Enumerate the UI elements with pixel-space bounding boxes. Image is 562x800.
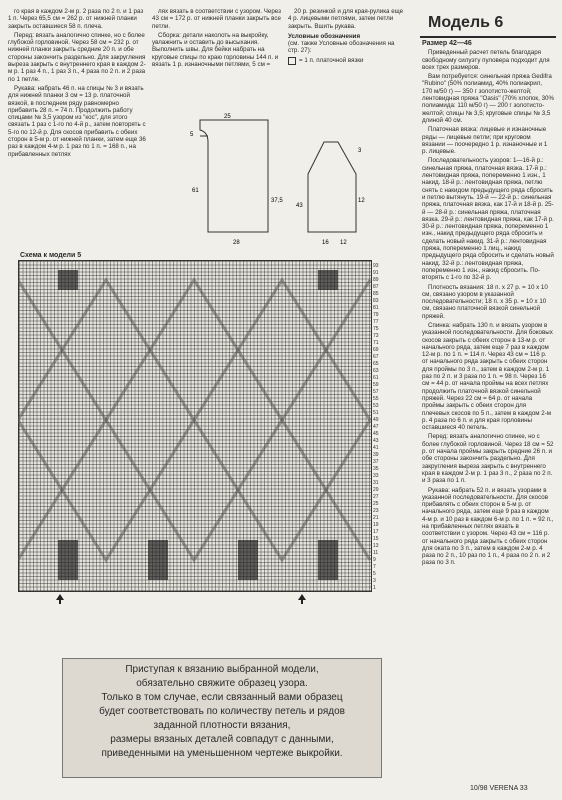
chart-row-number: 91 bbox=[373, 270, 379, 276]
chart-row-number: 57 bbox=[373, 389, 379, 395]
paragraph: Плотность вязания: 18 п. x 27 р. = 10 x 10 см, связано узором в указанной последовательности; 18 п. x 35 р. = 10 x 10 см, связано платочной вязкой синельной пряжей. bbox=[422, 283, 548, 320]
back-label-width: 25 bbox=[224, 114, 231, 120]
chart-row-number: 75 bbox=[373, 326, 379, 332]
chart-row-numbers bbox=[373, 262, 389, 591]
text-column-3 bbox=[288, 8, 404, 65]
text-column-1 bbox=[8, 8, 148, 160]
back-label-length: 61 bbox=[192, 188, 199, 194]
chart-row-number: 89 bbox=[373, 277, 379, 283]
chart-row-number: 49 bbox=[373, 417, 379, 423]
chart-row-number: 93 bbox=[373, 263, 379, 269]
model-title-box bbox=[420, 8, 556, 38]
chart-row-number: 77 bbox=[373, 319, 379, 325]
sleeve-pattern bbox=[308, 142, 356, 232]
sleeve-label-bottom-2: 12 bbox=[340, 240, 347, 246]
text-column-2 bbox=[152, 8, 282, 70]
chart-row-number: 37 bbox=[373, 459, 379, 465]
chart-diagonals bbox=[18, 260, 372, 592]
chart-row-number: 73 bbox=[373, 333, 379, 339]
size-label: Размер 42—46 bbox=[422, 40, 472, 47]
notice-line: Приступая к вязанию выбранной модели, bbox=[125, 664, 319, 675]
chart-row-number: 15 bbox=[373, 536, 379, 542]
notice-line: заданной плотности вязания, bbox=[153, 720, 291, 731]
chart-row-number: 51 bbox=[373, 410, 379, 416]
chart-row-number: 23 bbox=[373, 508, 379, 514]
arrow-up-icon bbox=[56, 594, 64, 604]
chart-row-number: 63 bbox=[373, 368, 379, 374]
chart-row-number: 19 bbox=[373, 522, 379, 528]
sleeve-label-bottom: 16 bbox=[322, 240, 329, 246]
chart-row-number: 7 bbox=[373, 564, 376, 570]
sleeve-label-length: 43 bbox=[296, 203, 303, 209]
back-pattern bbox=[200, 120, 268, 232]
notice-line: обязательно свяжите образец узора. bbox=[136, 678, 308, 689]
back-label-shoulder: 5 bbox=[190, 132, 194, 138]
chart-row-number: 41 bbox=[373, 445, 379, 451]
paragraph: Перед: вязать аналогично спинке, но с более глубокой горловиной. Через 58 см = 232 р. от нижней планки закрыть средние 20 п. и обе стороны закончить раздельно. Для закругления выреза закрыть с внутреннего края в каждом 2-м р. 1 раз 4 п., 1 раз 3 п., 4 раза по 2 п. и 2 раза по 1 петле. bbox=[8, 31, 146, 83]
chart-row-number: 25 bbox=[373, 501, 379, 507]
chart-row-number: 27 bbox=[373, 494, 379, 500]
back-label-bottom: 28 bbox=[233, 240, 240, 246]
chart-row-number: 79 bbox=[373, 312, 379, 318]
chart-row-number: 47 bbox=[373, 424, 379, 430]
chart-row-number: 17 bbox=[373, 529, 379, 535]
paragraph: Вам потребуется: синельная пряжа Gedifra "Rubino" (50% полиамид, 40% полиакрил, 170 м/50 г) — 350 г золотисто-желтой; лентовидная пряжа "Oasis" (70% хлопок, 30% полиамида: 110 м/50 г) — 200 г золотисто-желтой; спицы № 3,5; круговые спицы № 3,5 длиной 40 см. bbox=[422, 73, 554, 124]
chart-row-number: 61 bbox=[373, 375, 379, 381]
paragraph: Последовательность узоров: 1—16-й р.: синельная пряжа, платочная вязка. 17-й р.: лентовидная пряжа, попеременно 1 изн., 1 накид. 18-й р.: лентовидная пряжа, петлю снять с накидом предыдущего ряда сбросить и петлю вытянуть. 19-й — 22-й р.: синельная пряжа, платочная вязка, как 17-й и 18-й р. 25-й — 28-й р.: синельная пряжа, платочная вязка. 29-й р.: лентовидная пряжа, как 17-й р. 30-й р.: лентовидная пряжа, попеременно 1 изн., накид предыдущего ряда сбросить и сделать новый накид. 31-й р.: лентовидная пряжа, попеременно 1 лиц., накид предыдущего ряда сбросить и сделать новый накид. 32-й р.: лентовидная пряжа, попеременно 1 изн., накид сбросить. По-вторять с 1-го по 32-й р. bbox=[422, 157, 554, 282]
page-footer: 10/98 VERENA 33 bbox=[470, 785, 528, 792]
chart-row-number: 85 bbox=[373, 291, 379, 297]
chart-row-number: 65 bbox=[373, 361, 379, 367]
sleeve-label-side: 12 bbox=[358, 198, 365, 204]
legend-title: Условные обозначения bbox=[288, 32, 361, 40]
paragraph: Сборка: детали наколоть на выкройку, увлажнить и оставить до высыхания. Выполнить швы. Для бейки набрать на круговые спицы по краю горловины 144 п. и вязать 1 р. изнаночными петлями, 5 см = bbox=[152, 31, 279, 69]
text-column-4 bbox=[422, 40, 554, 569]
paragraph: Платочная вязка: лицевые и изнаночные ряды — лицевые петли; при круговом вязании — поочередно 1 р. изнаночные и 1 р. лицевые. bbox=[422, 126, 548, 156]
notice-line: Только в том случае, если связанный вами образец bbox=[101, 692, 343, 703]
legend-row bbox=[288, 57, 404, 65]
model-title: Модель 6 bbox=[428, 14, 504, 31]
chart-row-number: 21 bbox=[373, 515, 379, 521]
chart-row-number: 59 bbox=[373, 382, 379, 388]
chart-row-number: 3 bbox=[373, 578, 376, 584]
schema-title: Схема к модели 5 bbox=[20, 252, 82, 259]
chart-row-number: 53 bbox=[373, 403, 379, 409]
paragraph: лях вязать в соответствии с узором. Через 43 см = 172 р. от нижней планки закрыть все петли. bbox=[152, 8, 281, 30]
chart-row-number: 1 bbox=[373, 585, 376, 591]
paragraph: Рукава: набрать 52 п. и вязать узорами в указанной последовательности. Для скосов прибавлять с обеих сторон в 5-м р. от начального ряда, затем еще 9 раз в каждом 4-м р. и 10 раз в каждом 6-м р. по 1 п. = 92 п., на прибавленных петлях вязать в соответствии с узором. Через 43 см = 116 р. от начального ряда закрыть с обеих сторон для оката по 3 п., затем в каждом 2-м р. 4 раза по 2 п., 10 раз по 1 п., 4 раза по 2 п. и 2 раза по 3 п. bbox=[422, 486, 554, 567]
back-label-side: 37,5 bbox=[271, 198, 283, 204]
chart-row-number: 9 bbox=[373, 557, 376, 563]
chart-row-number: 69 bbox=[373, 347, 379, 353]
chart-row-number: 33 bbox=[373, 473, 379, 479]
paragraph: Перед: вязать аналогично спинке, но с более глубокой горловиной. Через 18 см = 52 р. от начала проймы закрыть средние 26 п. и обе стороны закончить раздельно. Для закругления выреза закрыть с внутреннего края в каждом 2-м р. 1 раз 3 п., 2 раза по 2 п. и 3 раза по 1 п. bbox=[422, 433, 554, 485]
paragraph: Рукава: набрать 46 п. на спицы № 3 и вязать для нижней планки 3 см = 13 р. платочной вязкой, в последнем ряду равномерно прибавить 28 п. = 74 п. Продолжить работу спицами № 3,5 узором из "кос", для этого связать 1 раз с 1-го по 4-й р., затем повторять с 5-го по 12-й р. Для скосов прибавить с обеих сторон в 5-м р. от нижней планки, затем еще 36 раз в каждом 4-м р. 1 раз по 1 п. = 168 п., на прибавленных петлях bbox=[8, 84, 146, 158]
chart-row-number: 5 bbox=[373, 571, 376, 577]
chart-row-number: 87 bbox=[373, 284, 379, 290]
chart-row-number: 67 bbox=[373, 354, 379, 360]
chart-row-number: 39 bbox=[373, 452, 379, 458]
paragraph: 20 р. резинкой и для края-рулика еще 4 р. лицевыми петлями, затем петли закрыть. Вшить рукава. bbox=[288, 8, 404, 30]
chart-row-number: 35 bbox=[373, 466, 379, 472]
notice-line: будет соответствовать по количеству петель и рядов bbox=[99, 706, 345, 717]
paragraph: го края в каждом 2-м р. 2 раза по 2 п. и 1 раз 1 п. Через 65,5 см = 262 р. от нижней планки закрыть оставшиеся 58 п. плеча. bbox=[8, 8, 144, 30]
chart-row-number: 29 bbox=[373, 487, 379, 493]
notice-line: приведенными на уменьшенном чертеже выкройки. bbox=[101, 748, 343, 759]
arrow-up-icon bbox=[298, 594, 306, 604]
legend-subtitle: (см. также Условные обозначения на стр. 27): bbox=[288, 40, 395, 55]
legend-item: = 1 п. платочной вязки bbox=[299, 57, 364, 65]
chart-row-number: 13 bbox=[373, 543, 379, 549]
notice-line: размеры вязаных деталей совпадут с данными, bbox=[110, 734, 334, 745]
paragraph: Спинка: набрать 130 п. и вязать узором в указанной последовательности. Для боковых скосов закрыть с обеих сторон в 13-м р. от начального ряда, затем еще 7 раз в каждом 12-м р. по 1 п. = 114 п. Через 43 см = 116 р. от начального ряда закрыть с обеих сторон для проймы по 3 п., затем в каждом 2-м р. 1 раз по 2 п. и 3 раза по 1 п. = 98 п. Через 16 см = 44 р. от начала проймы на всех петлях продолжить платочной вязкой синельной пряжей. Через 22 см = 64 р. от начала проймы закрыть с обеих сторон для плечевых скосов по 5 п., затем в каждом 2-м р. 4 раза по 6 п. и для края горловины оставшиеся 40 петель. bbox=[422, 321, 553, 432]
chart-row-number: 43 bbox=[373, 438, 379, 444]
pattern-diagrams bbox=[178, 112, 428, 252]
chart-row-number: 55 bbox=[373, 396, 379, 402]
chart-row-number: 71 bbox=[373, 340, 379, 346]
chart-row-number: 45 bbox=[373, 431, 379, 437]
legend-square-icon bbox=[288, 57, 296, 65]
chart-row-number: 81 bbox=[373, 305, 379, 311]
chart-row-number: 83 bbox=[373, 298, 379, 304]
sleeve-label-cap: 3 bbox=[358, 148, 362, 154]
paragraph: Приведенный расчет петель благодаря свободному силуэту пуловера подходит для всех трех размеров. bbox=[422, 49, 550, 71]
chart-row-number: 31 bbox=[373, 480, 379, 486]
chart-row-number: 11 bbox=[373, 550, 379, 556]
notice-box bbox=[62, 658, 382, 778]
